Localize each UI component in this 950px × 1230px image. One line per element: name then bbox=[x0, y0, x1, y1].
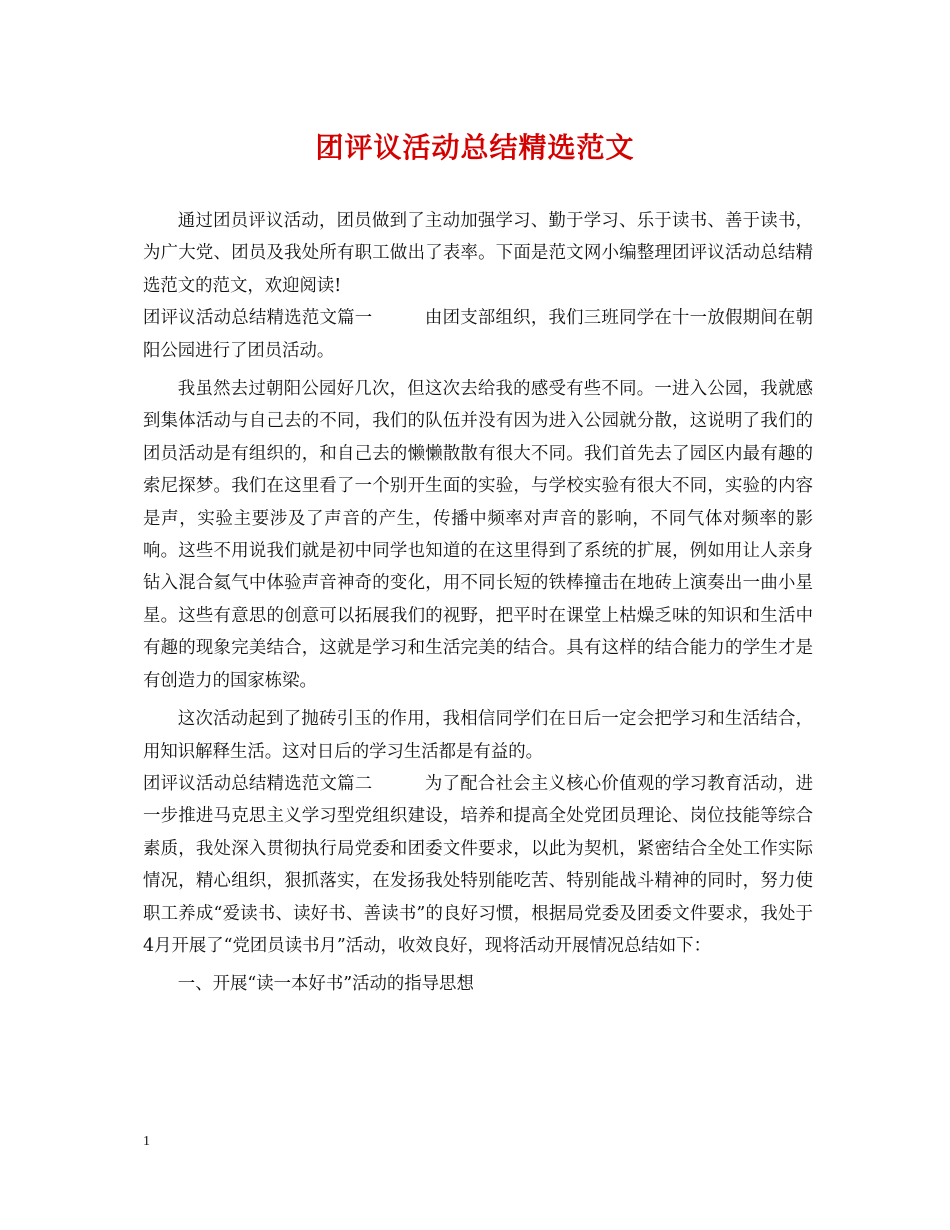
section-two-text: 为了配合社会主义核心价值观的学习教育活动，进一步推进马克思主义学习型党组织建设，培养和提高全处党团员理论、岗位技能等综合素质，我处深入贯彻执行局党委和团委文件要求，以此为契机，紧密结合全处工作实际情况，精心组织，狠抓落实，在发扬我处特别能吃苦、特别能战斗精神的同时，努力使职工养成“爱读书、读好书、善读书”的良好习惯，根据局党委及团委文件要求，我处于4月开展了“党团员读书月”活动，收效良好，现将活动开展情况总结如下： bbox=[143, 773, 813, 956]
experience-paragraph: 我虽然去过朝阳公园好几次，但这次去给我的感受有些不同。一进入公园，我就感到集体活动与自己去的不同，我们的队伍并没有因为进入公园就分散，这说明了我们的团员活动是有组织的，和自己去的懒懒散散有很大不同。我们首先去了园区内最有趣的索尼探梦。我们在这里看了一个别开生面的实验，与学校实验有很大不同，实验的内容是声，实验主要涉及了声音的产生，传播中频率对声音的影响，不同气体对频率的影响。这些不用说我们就是初中同学也知道的在这里得到了系统的扩展，例如用让人亲身钻入混合氦气中体验声音神奇的变化，用不同长短的铁棒撞击在地砖上演奏出一曲小星星。这些有意思的创意可以拓展我们的视野，把平时在课堂上枯燥乏味的知识和生活中有趣的现象完美结合，这就是学习和生活完美的结合。具有这样的结合能力的学生才是有创造力的国家栋梁。 bbox=[143, 379, 813, 691]
page-number: 1 bbox=[143, 1134, 150, 1149]
section-one-label: 团评议活动总结精选范文篇一 bbox=[143, 308, 373, 329]
section-two-label: 团评议活动总结精选范文篇二 bbox=[143, 773, 373, 794]
section-one-text: 由团支部组织，我们三班同学在十一放假期间在朝阳公园进行了团员活动。 bbox=[143, 308, 813, 361]
conclusion-paragraph: 这次活动起到了抛砖引玉的作用，我相信同学们在日后一定会把学习和生活结合，用知识解释生活。这对日后的学习生活都是有益的。 bbox=[143, 709, 813, 762]
section-one-paragraph bbox=[143, 302, 813, 367]
subheading-guiding-ideology: 一、开展“读一本好书”活动的指导思想 bbox=[177, 974, 474, 995]
document-title: 团评议活动总结精选范文 bbox=[315, 131, 635, 164]
intro-paragraph: 通过团员评议活动，团员做到了主动加强学习、勤于学习、乐于读书、善于读书，为广大党、团员及我处所有职工做出了表率。下面是范文网小编整理团评议活动总结精选范文的范文，欢迎阅读! bbox=[143, 211, 813, 296]
section-two-paragraph bbox=[143, 768, 813, 962]
document-body bbox=[143, 205, 813, 1001]
